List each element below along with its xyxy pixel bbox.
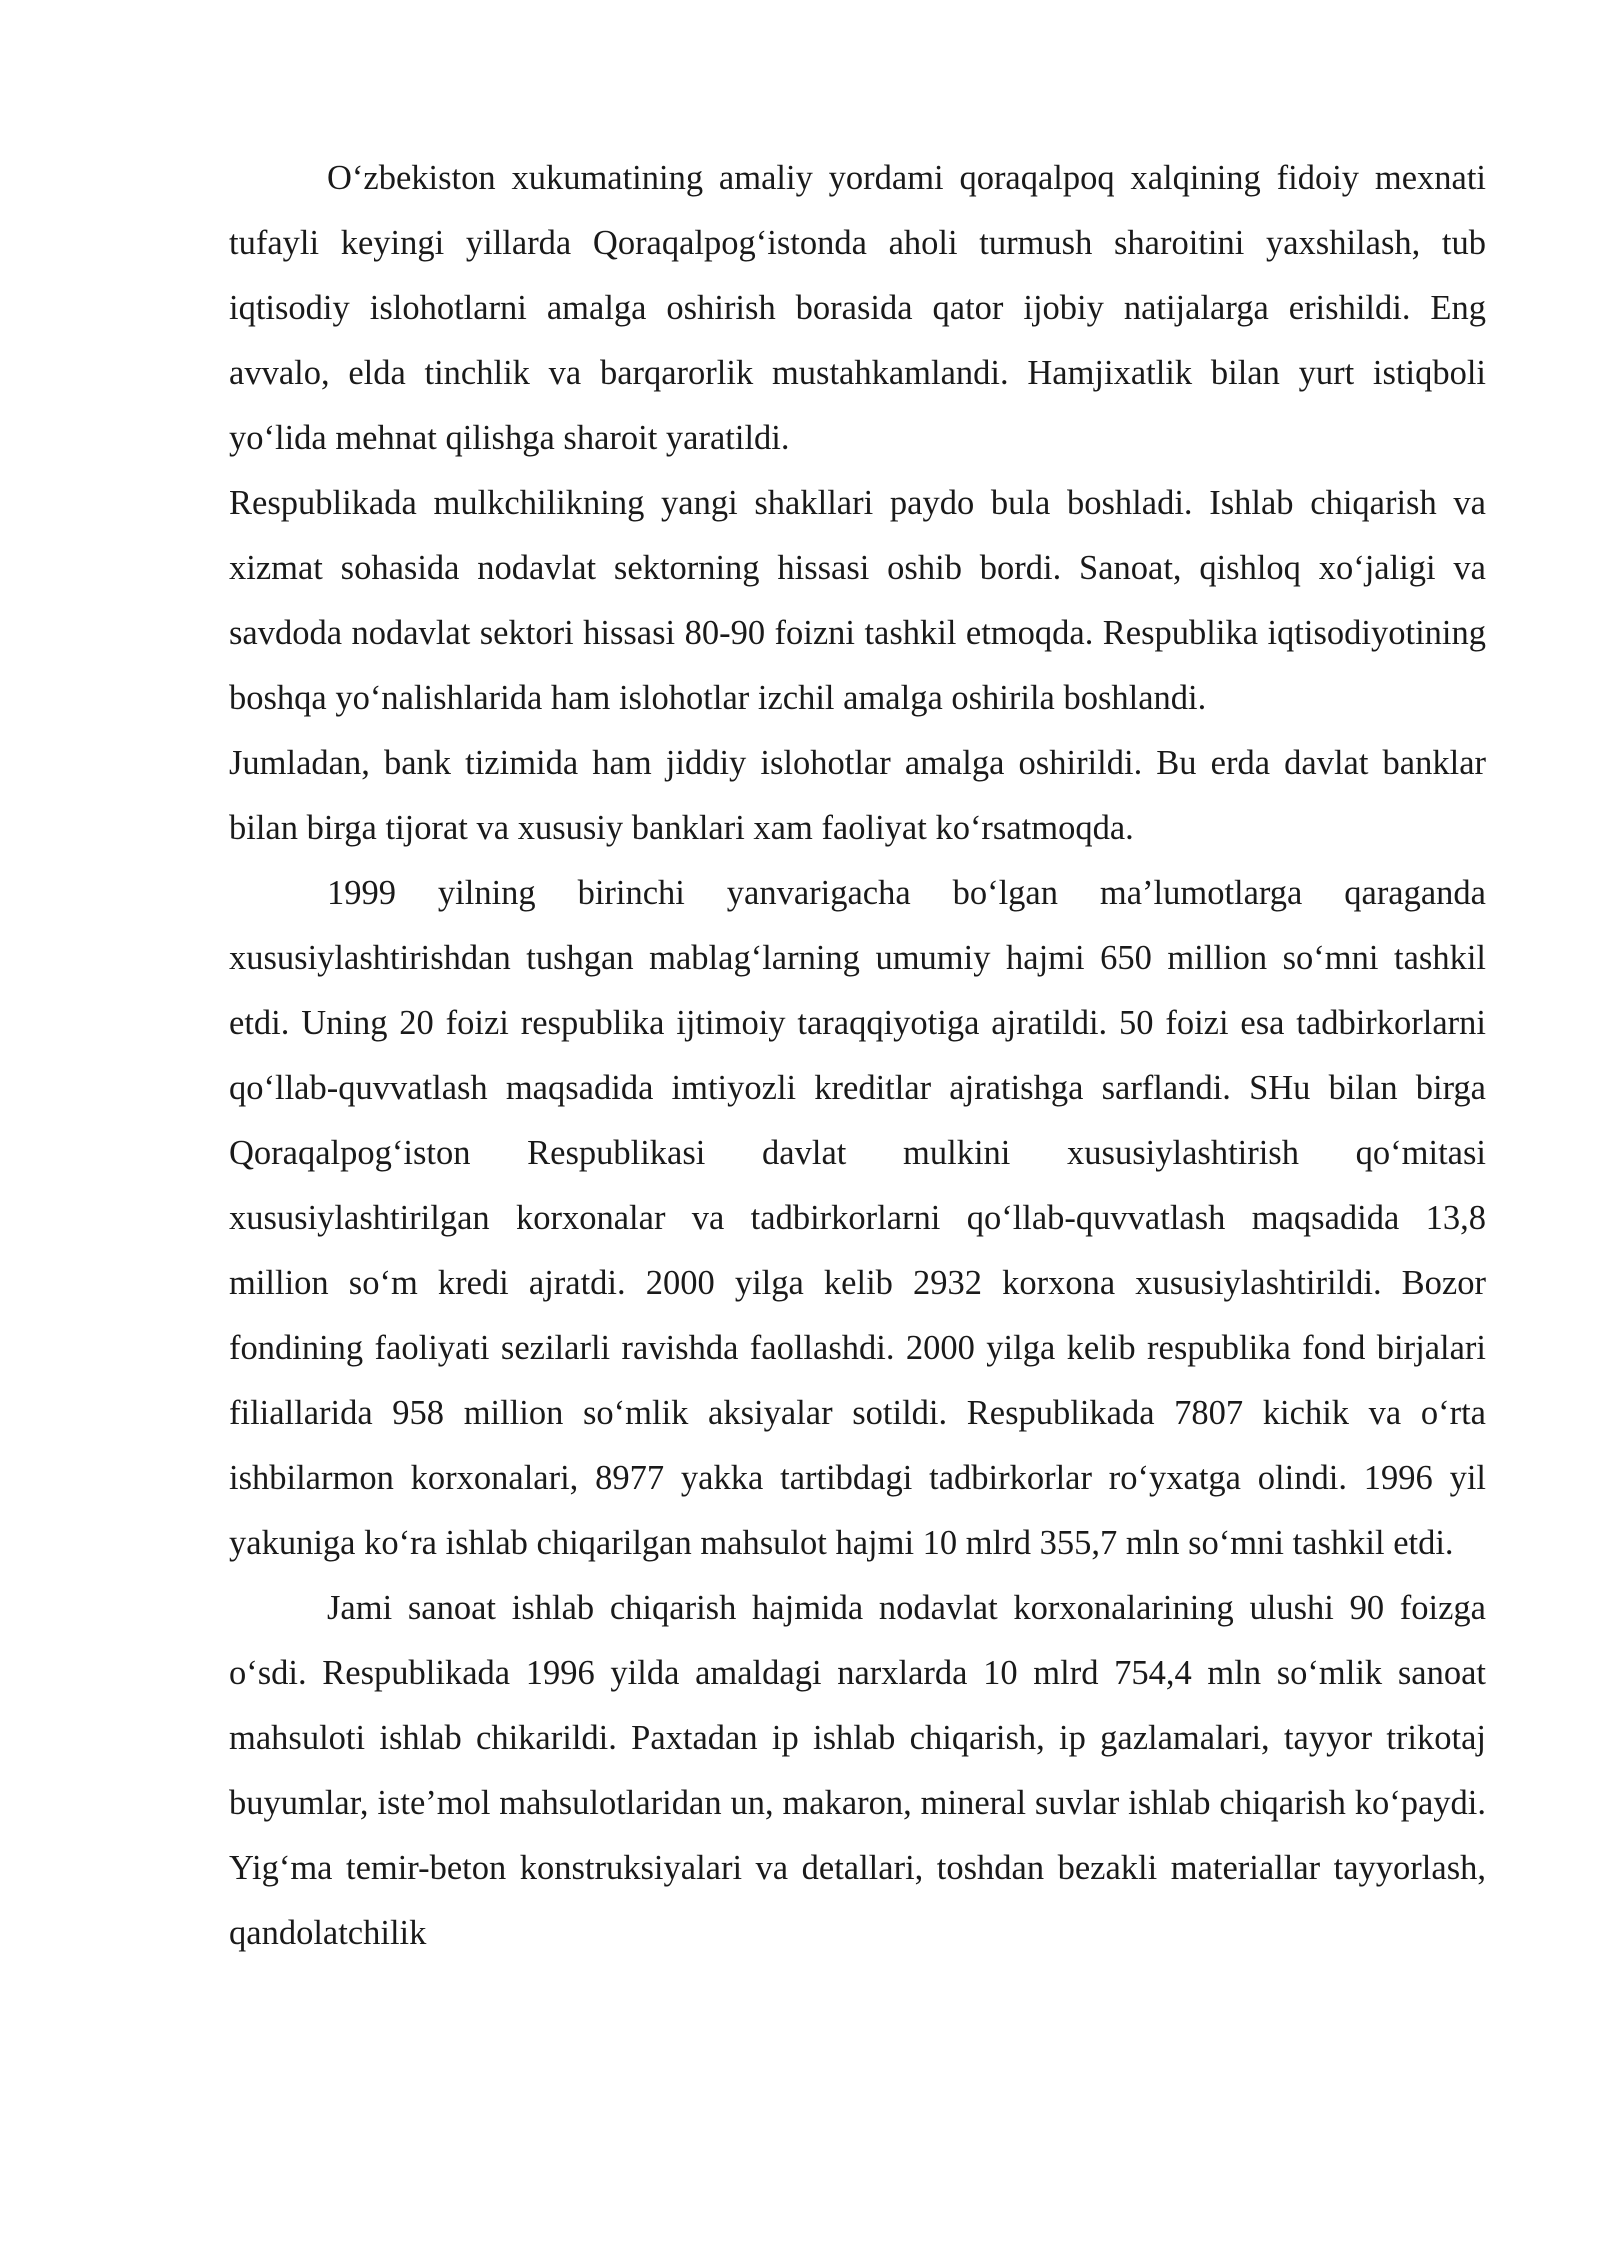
paragraph-5: Jami sanoat ishlab chiqarish hajmida nodavlat korxonalarining ulushi 90 foizga o‘sdi. Respublikada 1996 yilda amaldagi narxlarda 10 mlrd 754,4 mln so‘mlik sanoat mahsuloti ishlab chikarildi. Paxtadan ip ishlab chiqarish, ip gazlamalari, tayyor trikotaj buyumlar, iste’mol mahsulotlaridan un, makaron, mineral suvlar ishlab chiqarish ko‘paydi. Yig‘ma temir-beton konstruksiyalari va detallari, toshdan bezakli materiallar tayyorlash, qandolatchilik [229, 1589, 1486, 1952]
document-body [229, 146, 1486, 1966]
paragraph-3: Jumladan, bank tizimida ham jiddiy islohotlar amalga oshirildi. Bu erda davlat banklar bilan birga tijorat va xususiy banklari xam faoliyat ko‘rsatmoqda. [229, 744, 1486, 847]
paragraph-4: 1999 yilning birinchi yanvarigacha bo‘lgan ma’lumotlarga qaraganda xususiylashtirishdan tushgan mablag‘larning umumiy hajmi 650 million so‘mni tashkil etdi. Uning 20 foizi respublika ijtimoiy taraqqiyotiga ajratildi. 50 foizi esa tadbirkorlarni qo‘llab-quvvatlash maqsadida imtiyozli kreditlar ajratishga sarflandi. SHu bilan birga Qoraqalpog‘iston Respublikasi davlat mulkini xususiylashtirish qo‘mitasi xususiylashtirilgan korxonalar va tadbirkorlarni qo‘llab-quvvatlash maqsadida 13,8 million so‘m kredi ajratdi. 2000 yilga kelib 2932 korxona xususiylashtirildi. Bozor fondining faoliyati sezilarli ravishda faollashdi. 2000 yilga kelib respublika fond birjalari filiallarida 958 million so‘mlik aksiyalar sotildi. Respublikada 7807 kichik va o‘rta ishbilarmon korxonalari, 8977 yakka tartibdagi tadbirkorlar ro‘yxatga olindi. 1996 yil yakuniga ko‘ra ishlab chiqarilgan mahsulot hajmi 10 mlrd 355,7 mln so‘mni tashkil etdi. [229, 874, 1486, 1562]
paragraph-2: Respublikada mulkchilikning yangi shakllari paydo bula boshladi. Ishlab chiqarish va xizmat sohasida nodavlat sektorning hissasi oshib bordi. Sanoat, qishloq xo‘jaligi va savdoda nodavlat sektori hissasi 80-90 foizni tashkil etmoqda. Respublika iqtisodiyotining boshqa yo‘nalishlarida ham islohotlar izchil amalga oshirila boshlandi. [229, 484, 1486, 717]
paragraph-1: O‘zbekiston xukumatining amaliy yordami qoraqalpoq xalqining fidoiy mexnati tufayli keyingi yillarda Qoraqalpog‘istonda aholi turmush sharoitini yaxshilash, tub iqtisodiy islohotlarni amalga oshirish borasida qator ijobiy natijalarga erishildi. Eng avvalo, elda tinchlik va barqarorlik mustahkamlandi. Hamjixatlik bilan yurt istiqboli yo‘lida mehnat qilishga sharoit yaratildi. [229, 159, 1486, 457]
